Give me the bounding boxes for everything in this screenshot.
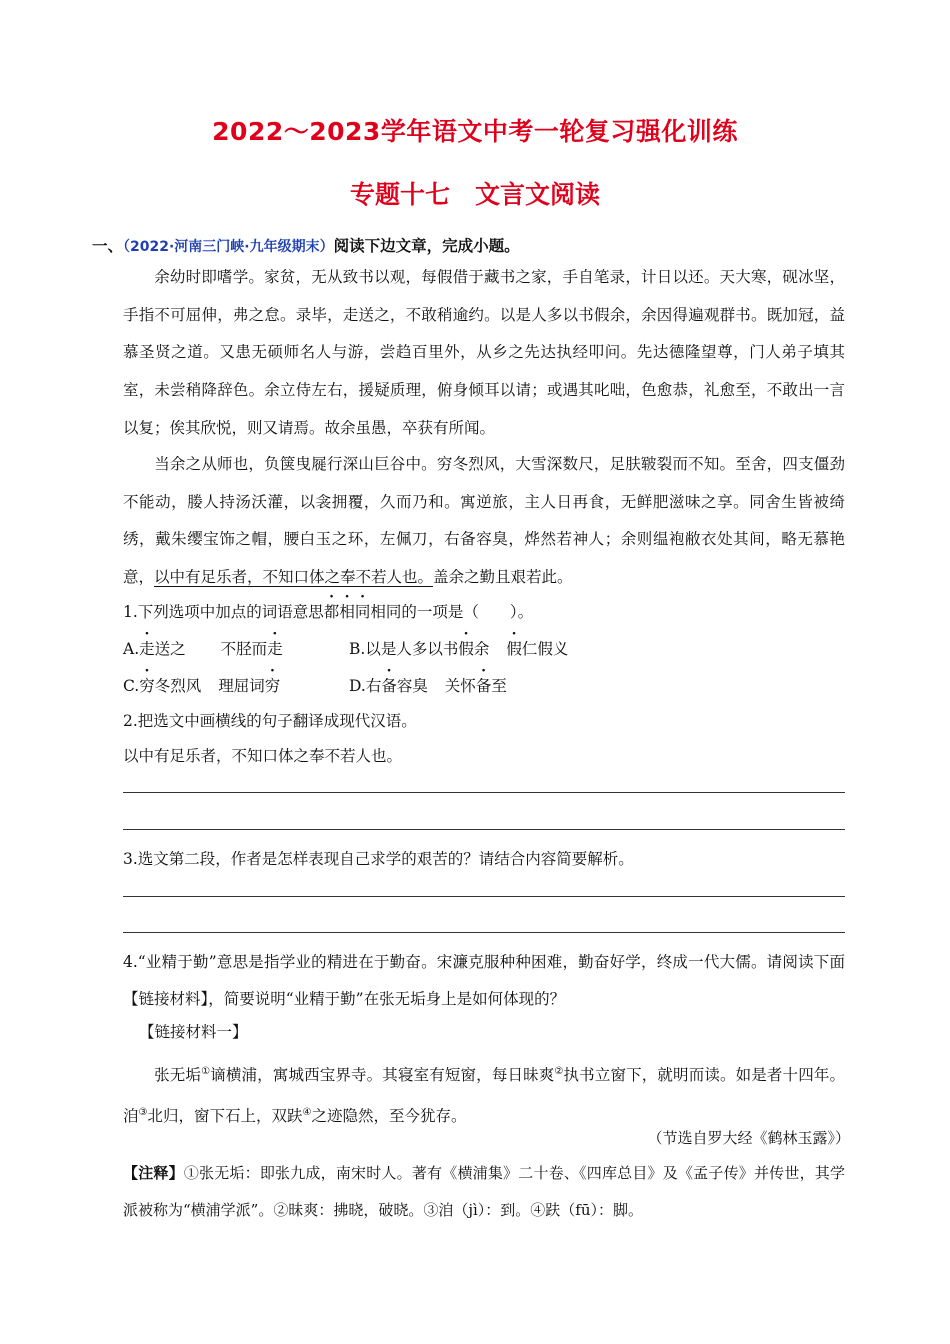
section-number: 一、 [92,237,124,255]
question-2-stem: 2.把选文中画横线的句子翻译成现代汉语。 [123,712,417,730]
question-1-option-a[interactable]: A.走送之 不胫而走 [123,640,283,658]
question-1-stem: 1.下列选项中加点的词语意思都相同相同的一项是（ ）。 [123,603,534,621]
document-subtitle: 专题十七 文言文阅读 [349,180,600,209]
question-3-stem: 3.选文第二段，作者是怎样表现自己求学的艰苦的？请结合内容简要解析。 [123,850,634,868]
answer-line-3b[interactable] [123,932,845,933]
question-1-option-c[interactable]: C.穷冬烈风 理屈词穷 [123,677,281,695]
section-heading [92,234,520,256]
annotation-label: 【注释】 [123,1164,184,1182]
answer-line-3a[interactable] [123,896,845,897]
answer-line-2b[interactable] [123,829,845,830]
question-4-stem: 4.“业精于勤”意思是指学业的精进在于勤奋。宋濂克服种种困难，勤奋好学，终成一代大儒。请阅读下面【链接材料】，简要说明“业精于勤”在张无垢身上是如何体现的？ [123,953,845,1008]
underlined-sentence: 以中有足乐者，不知口体之奉不若人也。 [154,568,434,587]
question-1-option-d[interactable]: D.右备容臭 关怀备至 [349,677,507,695]
annotation-notes: 【注释】①张无垢：即张九成，南宋时人。著有《横浦集》二十卷、《四库总目》及《孟子传》并传世，其学派被称为“横浦学派”。②昧爽：拂晓，破晓。③洎（jì）：到。④趺（fū）：脚。 [123,1164,845,1219]
passage-paragraph-1: 余幼时即嗜学。家贫，无从致书以观，每假借于藏书之家，手自笔录，计日以还。天大寒，砚冰坚，手指不可屈伸，弗之怠。录毕，走送之，不敢稍逾约。以是人多以书假余，余因得遍观群书。既加冠，益慕圣贤之道。又患无硕师名人与游，尝趋百里外，从乡之先达执经叩问。先达德隆望尊，门人弟子填其室，未尝稍降辞色。余立侍左右，援疑质理，俯身倾耳以请；或遇其叱咄，色愈恭，礼愈至，不敢出一言以复；俟其欣悦，则又请焉。故余虽愚，卒获有所闻。 [123,268,845,437]
link-material-text: 张无垢①谪横浦，寓城西宝界寺。其寝室有短窗，每日昧爽②执书立窗下，就明而读。如是者十四年。洎③北归，窗下石上，双趺④之迹隐然，至今犹存。 [123,1066,845,1126]
question-2-sentence: 以中有足乐者，不知口体之奉不若人也。 [123,747,403,765]
passage-paragraph-2: 当余之从师也，负箧曳屣行深山巨谷中。穷冬烈风，大雪深数尺，足肤皲裂而不知。至舍，四支僵劲不能动，媵人持汤沃灌，以衾拥覆，久而乃和。寓逆旅，主人日再食，无鲜肥滋味之享。同舍生皆被绮绣，戴朱缨宝饰之帽，腰白玉之环，左佩刀，右备容臭，烨然若神人；余则缊袍敝衣处其间，略无慕艳意，以中有足乐者，不知口体之奉不若人也。盖余之勤且艰若此。 [123,455,845,587]
attribution: （节选自罗大经《鹤林玉露》） [647,1129,850,1147]
section-instruction: 阅读下边文章，完成小题。 [333,237,520,255]
question-1-option-b[interactable]: B.以是人多以书假余 假仁假义 [349,640,569,658]
section-source: （2022·河南三门峡·九年级期末） [123,239,334,255]
link-material-heading: 【链接材料一】 [139,1023,248,1041]
answer-line-2a[interactable] [123,792,845,793]
document-title: 2022～2023学年语文中考一轮复习强化训练 [212,117,738,146]
